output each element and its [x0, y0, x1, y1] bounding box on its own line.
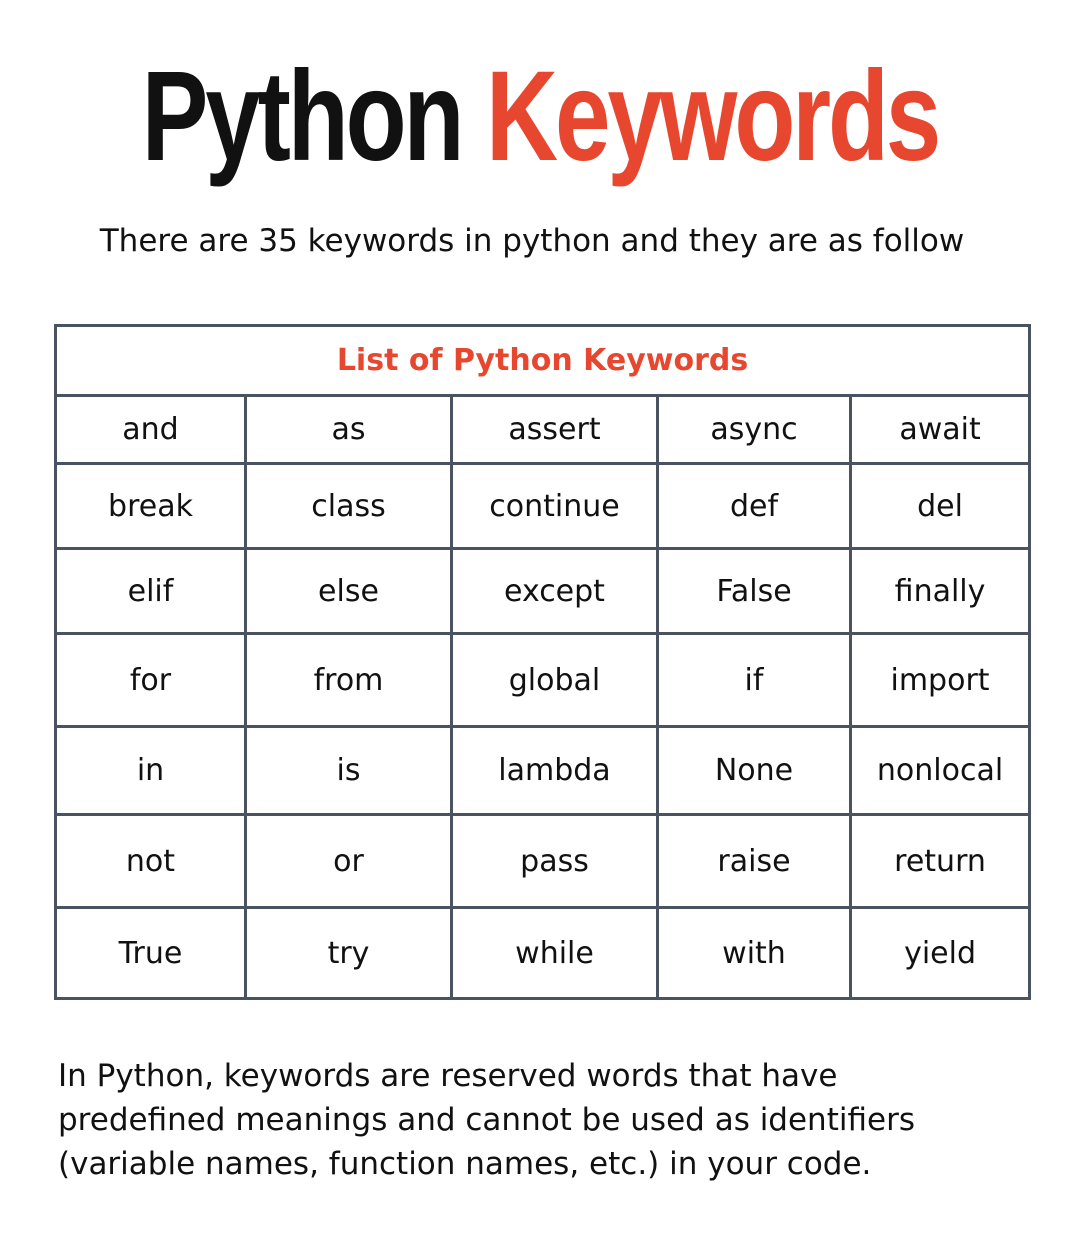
keyword-cell: import: [851, 634, 1030, 727]
table-row: [56, 549, 1030, 634]
keyword-cell: is: [246, 727, 452, 815]
table-heading: List of Python Keywords: [56, 326, 1030, 396]
keyword-cell: elif: [56, 549, 246, 634]
keyword-cell: from: [246, 634, 452, 727]
description-paragraph: [58, 1054, 1048, 1186]
keyword-cell: in: [56, 727, 246, 815]
title-word-python: Python: [141, 45, 462, 188]
page-title: [119, 42, 961, 192]
table-row: [56, 908, 1030, 999]
keyword-cell: return: [851, 815, 1030, 908]
keyword-cell: del: [851, 464, 1030, 549]
keyword-cell: if: [658, 634, 851, 727]
keyword-cell: with: [658, 908, 851, 999]
table-row: [56, 727, 1030, 815]
keyword-cell: lambda: [452, 727, 658, 815]
description-line: In Python, keywords are reserved words that have: [58, 1058, 838, 1094]
keyword-cell: yield: [851, 908, 1030, 999]
description-line: predefined meanings and cannot be used as identifiers: [58, 1102, 915, 1138]
keyword-cell: while: [452, 908, 658, 999]
table-row: [56, 464, 1030, 549]
table-row: [56, 634, 1030, 727]
keyword-cell: class: [246, 464, 452, 549]
keyword-cell: await: [851, 396, 1030, 464]
keyword-cell: and: [56, 396, 246, 464]
keyword-cell: async: [658, 396, 851, 464]
subtitle: There are 35 keywords in python and they are as follow: [99, 223, 965, 259]
keyword-cell: None: [658, 727, 851, 815]
keyword-cell: not: [56, 815, 246, 908]
keyword-cell: global: [452, 634, 658, 727]
title-word-keywords: Keywords: [486, 45, 939, 188]
keyword-cell: or: [246, 815, 452, 908]
keyword-cell: as: [246, 396, 452, 464]
keyword-cell: def: [658, 464, 851, 549]
keyword-cell: continue: [452, 464, 658, 549]
description-line: (variable names, function names, etc.) in your code.: [58, 1146, 872, 1182]
keyword-cell: try: [246, 908, 452, 999]
keyword-cell: assert: [452, 396, 658, 464]
keyword-cell: finally: [851, 549, 1030, 634]
keywords-table: [54, 324, 1031, 1000]
keyword-cell: else: [246, 549, 452, 634]
keyword-cell: break: [56, 464, 246, 549]
keyword-cell: True: [56, 908, 246, 999]
table-row: [56, 396, 1030, 464]
keyword-cell: raise: [658, 815, 851, 908]
keyword-cell: pass: [452, 815, 658, 908]
keyword-cell: False: [658, 549, 851, 634]
keyword-cell: nonlocal: [851, 727, 1030, 815]
keyword-cell: for: [56, 634, 246, 727]
table-row: [56, 815, 1030, 908]
keyword-cell: except: [452, 549, 658, 634]
